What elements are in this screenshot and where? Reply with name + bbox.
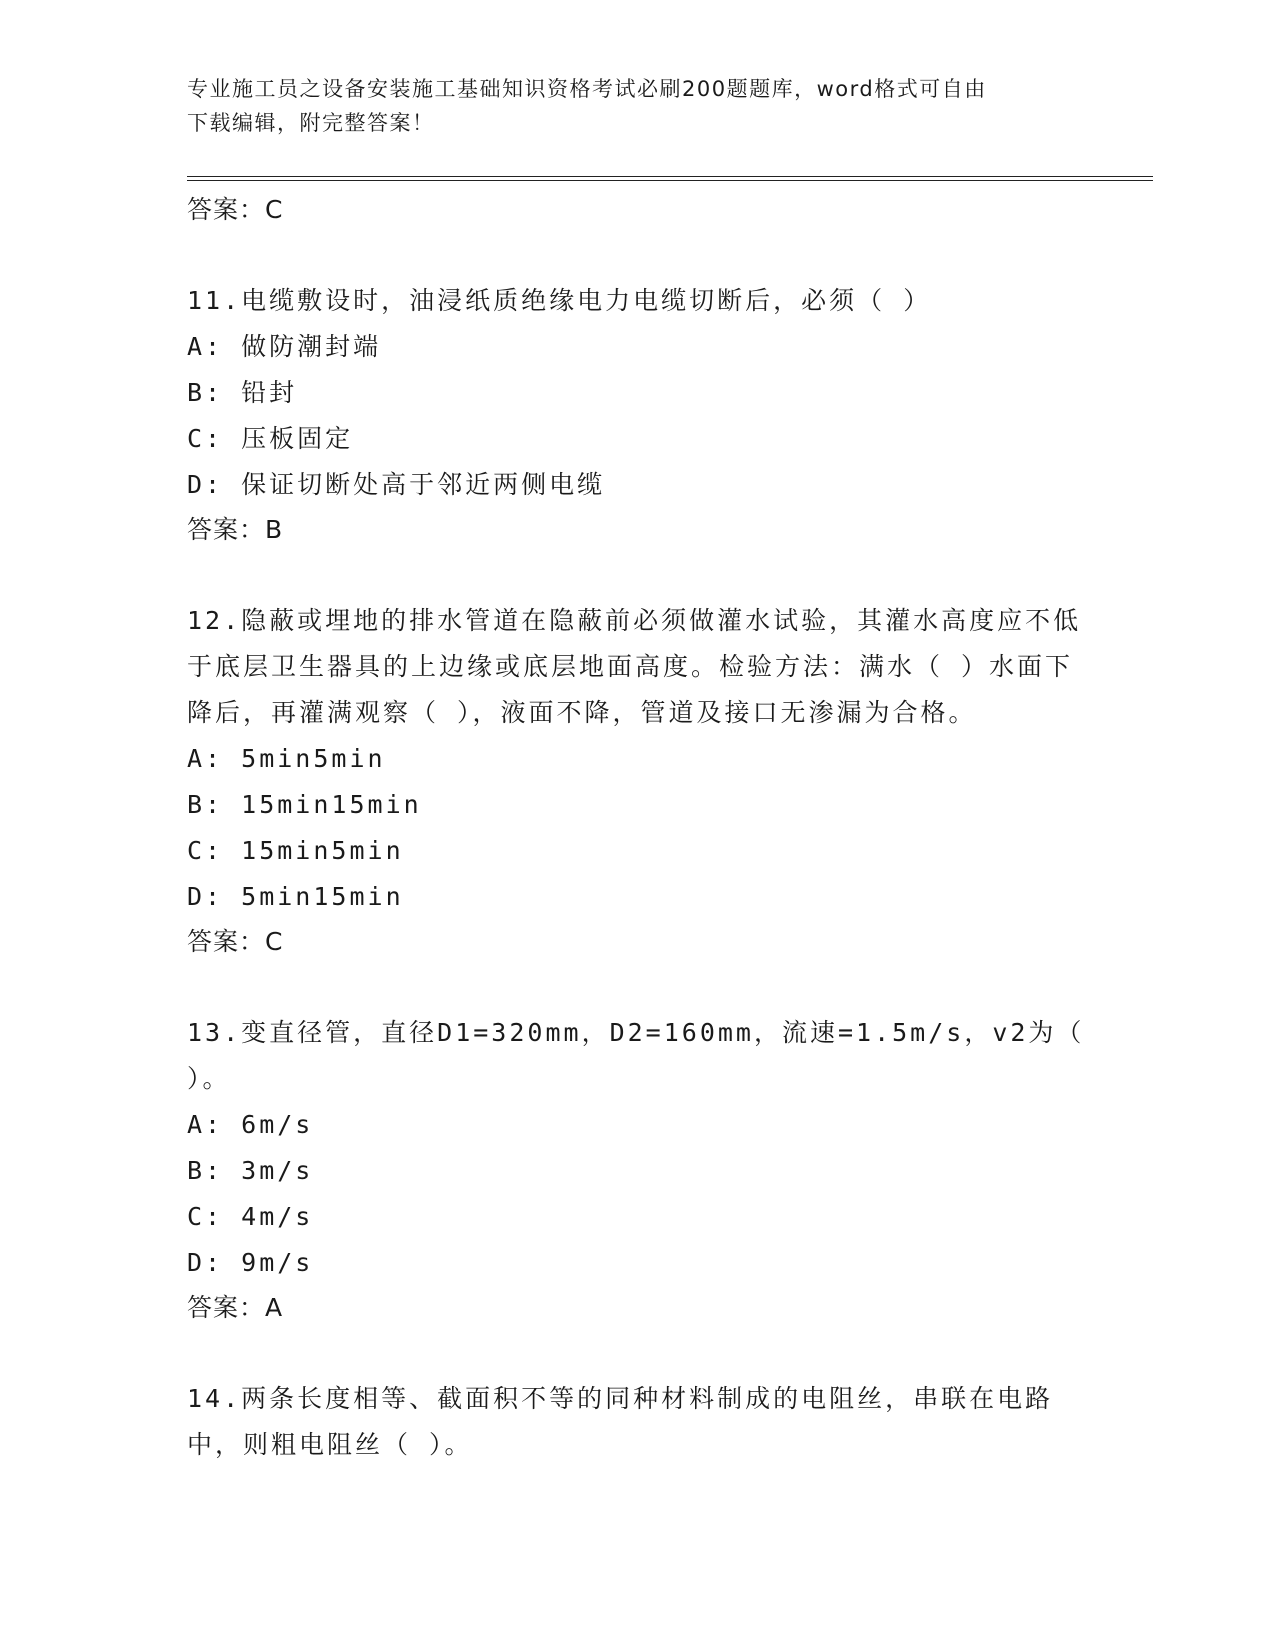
option-d: D: 5min15min	[187, 882, 404, 911]
header-line-2: 下载编辑，附完整答案！	[187, 111, 435, 135]
question-11	[187, 278, 1087, 553]
question-stem: 13.变直径管，直径D1=320mm，D2=160mm，流速=1.5m/s，v2为（ ）。	[187, 1018, 1103, 1093]
page-header	[187, 72, 1067, 140]
question-stem: 12.隐蔽或埋地的排水管道在隐蔽前必须做灌水试验，其灌水高度应不低于底层卫生器具的上边缘或底层地面高度。检验方法：满水（ ）水面下降后，再灌满观察（ ），液面不降，管道及接口无渗漏为合格。	[187, 606, 1082, 727]
question-12	[187, 598, 1087, 965]
option-c: C: 15min5min	[187, 836, 404, 865]
answer: 答案：C	[187, 927, 284, 956]
option-a: A: 做防潮封端	[187, 332, 382, 361]
option-b: B: 15min15min	[187, 790, 422, 819]
option-d: D: 保证切断处高于邻近两侧电缆	[187, 470, 606, 499]
option-d: D: 9m/s	[187, 1248, 314, 1277]
option-a: A: 6m/s	[187, 1110, 314, 1139]
option-b: B: 3m/s	[187, 1156, 314, 1185]
option-a: A: 5min5min	[187, 744, 386, 773]
option-b: B: 铅封	[187, 378, 298, 407]
option-c: C: 4m/s	[187, 1202, 314, 1231]
answer: 答案：B	[187, 515, 284, 544]
question-list	[187, 188, 1103, 1468]
question-stem: 14.两条长度相等、截面积不等的同种材料制成的电阻丝，串联在电路中，则粗电阻丝（ ）。	[187, 1384, 1054, 1459]
question-stem: 11.电缆敷设时，油浸纸质绝缘电力电缆切断后，必须（ ）	[187, 286, 932, 315]
header-divider	[187, 176, 1153, 181]
answer: 答案：A	[187, 1293, 284, 1322]
previous-answer: 答案：C	[187, 195, 284, 224]
option-c: C: 压板固定	[187, 424, 354, 453]
question-14	[187, 1376, 1087, 1468]
header-line-1: 专业施工员之设备安装施工基础知识资格考试必刷200题题库，word格式可自由	[187, 77, 987, 101]
question-13	[187, 1010, 1103, 1331]
